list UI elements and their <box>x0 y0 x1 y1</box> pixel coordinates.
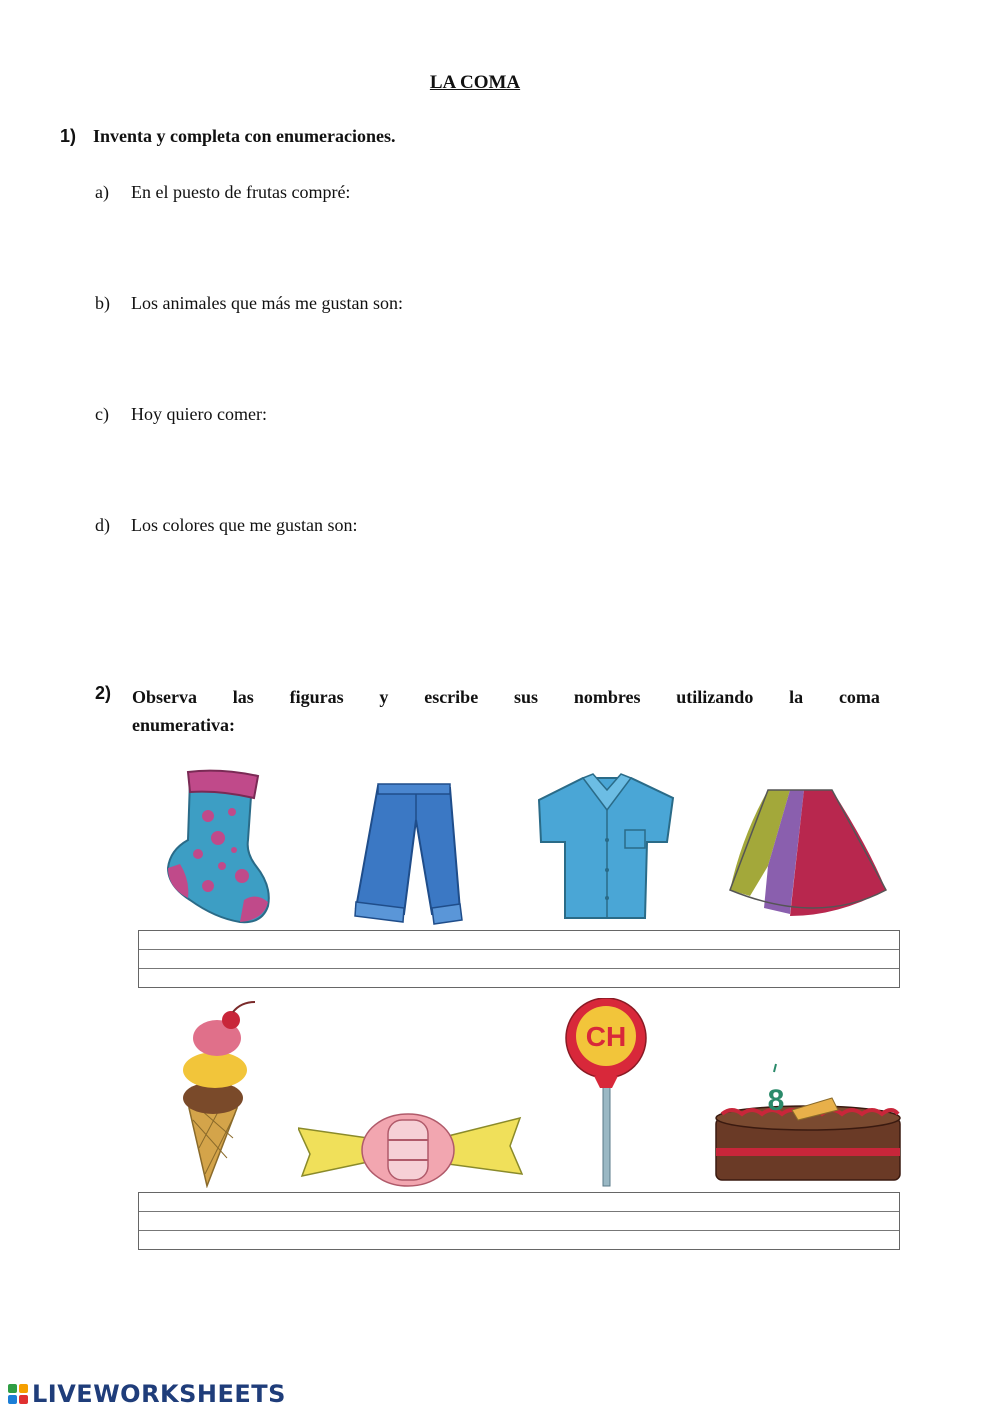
question-2-word: sus <box>513 687 539 707</box>
answer-box-clothes <box>138 930 900 988</box>
cake-candle: 8 <box>767 1084 785 1117</box>
lollipop-label: CH <box>585 1021 627 1052</box>
question-2-word: las <box>232 687 254 707</box>
answer-line-3[interactable] <box>143 970 895 987</box>
question-2 <box>95 683 880 739</box>
sock-image <box>160 768 275 928</box>
item-text: Los animales que más me gustan son: <box>131 293 403 313</box>
question-2-word: Observa <box>132 687 197 707</box>
answer-rule <box>139 1230 899 1231</box>
question-2-word: figuras <box>289 687 344 707</box>
answer-box-sweets <box>138 1192 900 1250</box>
logo-square <box>8 1384 17 1393</box>
answer-rule <box>139 968 899 969</box>
question-2-word: utilizando <box>676 687 754 707</box>
logo-square <box>8 1395 17 1404</box>
answer-line-3[interactable] <box>143 1232 895 1249</box>
question-2-word: escribe <box>424 687 479 707</box>
item-letter: d) <box>95 515 110 535</box>
candy-image <box>298 1108 523 1190</box>
question-1-number: 1) <box>60 126 77 146</box>
answer-line-1[interactable] <box>143 932 895 949</box>
lollipop-image <box>556 998 656 1188</box>
ice-cream-image <box>175 998 265 1188</box>
logo-square <box>19 1384 28 1393</box>
question-1-item-c <box>95 404 267 425</box>
skirt-image <box>728 786 888 920</box>
question-1 <box>60 126 395 147</box>
question-2-number: 2) <box>95 683 112 703</box>
question-1-item-a <box>95 182 350 203</box>
question-2-word: la <box>789 687 804 707</box>
answer-line-1[interactable] <box>143 1194 895 1211</box>
question-1-item-b <box>95 293 403 314</box>
shirt-image <box>535 770 680 922</box>
item-letter: a) <box>95 182 109 202</box>
question-2-word: nombres <box>573 687 641 707</box>
item-text: En el puesto de frutas compré: <box>131 182 351 202</box>
answer-rule <box>139 949 899 950</box>
answer-line-2[interactable] <box>143 951 895 968</box>
item-letter: b) <box>95 293 110 313</box>
jeans-image <box>352 780 464 925</box>
page-title: LA COMA <box>429 72 521 93</box>
footer-brand <box>8 1380 286 1408</box>
logo-square <box>19 1395 28 1404</box>
question-2-word: coma <box>838 687 880 707</box>
question-1-text: Inventa y completa con enumeraciones. <box>93 126 396 146</box>
item-letter: c) <box>95 404 109 424</box>
cake-image <box>712 1062 904 1188</box>
item-text: Los colores que me gustan son: <box>131 515 358 535</box>
question-1-item-d <box>95 515 357 536</box>
question-2-line2: enumerativa: <box>132 715 235 735</box>
question-2-word: y <box>379 687 389 707</box>
item-text: Hoy quiero comer: <box>131 404 267 424</box>
liveworksheets-logo-icon <box>8 1384 28 1404</box>
answer-rule <box>139 1211 899 1212</box>
answer-line-2[interactable] <box>143 1213 895 1230</box>
brand-name: LIVEWORKSHEETS <box>32 1380 286 1408</box>
